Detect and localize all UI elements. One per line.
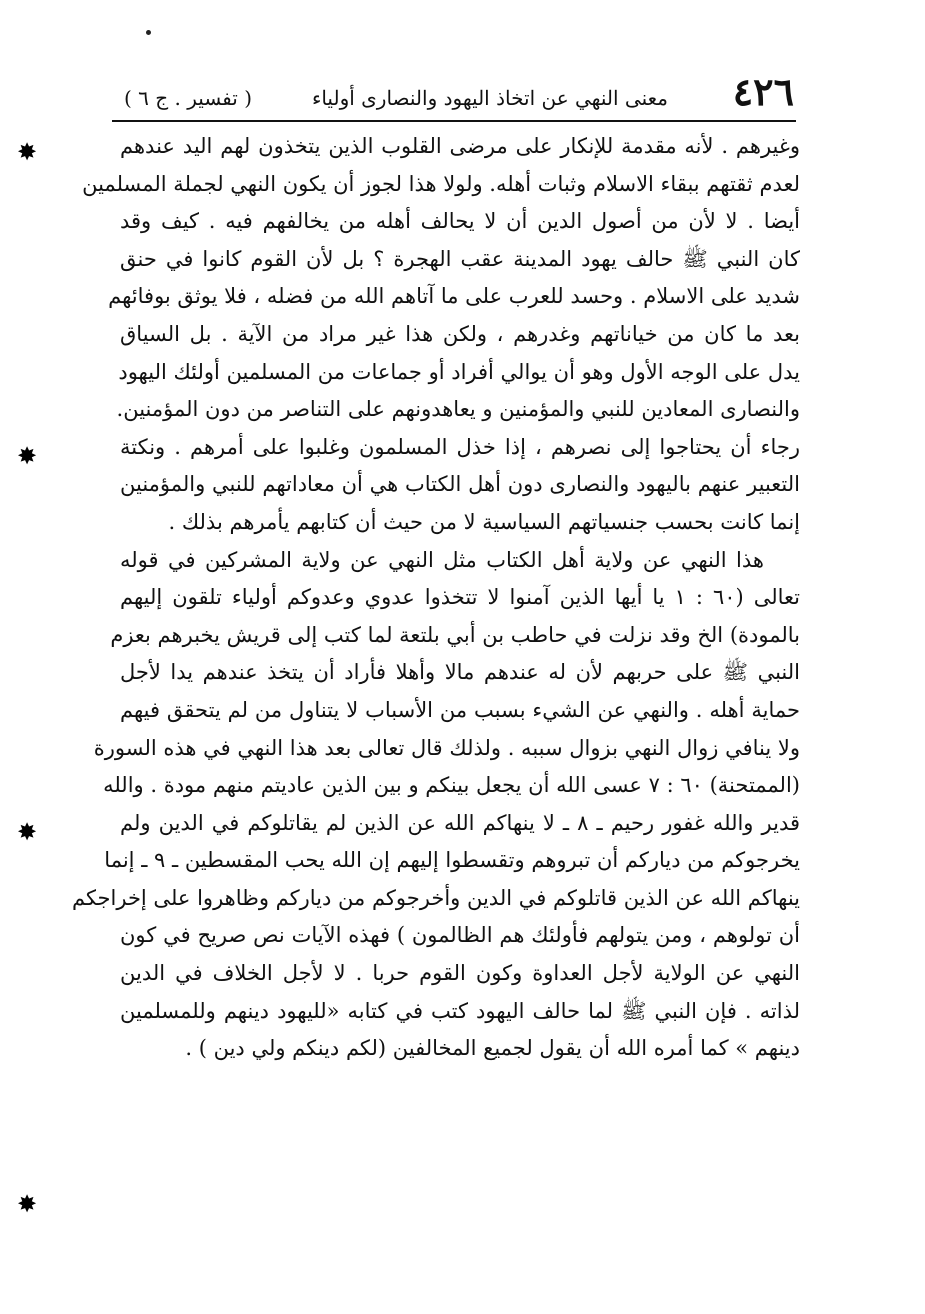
running-title: معنى النهي عن اتخاذ اليهود والنصارى أولياء: [311, 86, 668, 110]
text-line: كان النبي ﷺ حالف يهود المدينة عقب الهجرة ؟ بل لأن القوم كانوا في حنق: [120, 246, 800, 271]
text-line: تعالى (٦٠ : ١ يا أيها الذين آمنوا لا تتخذوا عدوي وعدوكم أولياء تلقون إليهم: [120, 585, 800, 610]
text-line: بعد ما كان من خياناتهم وغدرهم ، ولكن هذا غير مراد من الآية . بل السياق: [120, 321, 800, 346]
text-line: لعدم ثقتهم ببقاء الاسلام وثبات أهله. ولولا هذا لجوز أن يكون النهي لجملة المسلمين: [82, 171, 800, 196]
text-line: دينهم » كما أمره الله أن يقول لجميع المخالفين (لكم دينكم ولي دين ) .: [185, 1036, 800, 1061]
page-header: [118, 69, 794, 120]
text-line: يخرجوكم من دياركم أن تبروهم وتقسطوا إليهم إن الله يحب المقسطين ـ ٩ ـ إنما: [104, 848, 800, 873]
text-line: أيضا . لا لأن من أصول الدين أن لا يحالف أهله من يخالفهم فيه . كيف وقد: [120, 209, 800, 234]
text-line: شديد على الاسلام . وحسد للعرب على ما آتاهم الله من فضله ، فلا يوثق بوفائهم: [108, 284, 800, 309]
text-line: التعبير عنهم باليهود والنصارى دون أهل الكتاب هي أن معاداتهم للنبي والمؤمنين: [120, 472, 800, 497]
page-number: ٤٢٦: [732, 69, 794, 114]
header-rule: [112, 120, 796, 122]
text-line: إنما كانت بحسب جنسياتهم السياسية لا من حيث أن كتابهم يأمرهم بذلك .: [168, 509, 800, 534]
margin-ink-mark: ✸: [16, 818, 38, 846]
margin-ink-mark: ✸: [16, 1190, 38, 1218]
text-line: حماية أهله . والنهي عن الشيء بسبب من الأسباب لا يتناول من لم يتحقق فيهم: [120, 697, 800, 722]
text-line: رجاء أن يحتاجوا إلى نصرهم ، إذا خذل المسلمون وغلبوا على أمرهم . ونكتة: [120, 434, 800, 459]
text-line: هذا النهي عن ولاية أهل الكتاب مثل النهي عن ولاية المشركين في قوله: [120, 547, 764, 572]
running-series: ( تفسير . ج ٦ ): [124, 86, 253, 110]
margin-ink-mark: ✸: [16, 138, 38, 166]
text-line: ولا ينافي زوال النهي بزوال سببه . ولذلك قال تعالى بعد هذا النهي في هذه السورة: [93, 735, 800, 760]
text-line: أن تولوهم ، ومن يتولهم فأولئك هم الظالمون ) فهذه الآيات نص صريح في كون: [120, 923, 800, 948]
text-line: وغيرهم . لأنه مقدمة للإنكار على مرضى القلوب الذين يتخذون لهم اليد عندهم: [120, 134, 800, 158]
margin-ink-mark: ✸: [16, 442, 38, 470]
body-text: [71, 128, 801, 1068]
text-line: (الممتحنة) ٦٠ : ٧ عسى الله أن يجعل بينكم و بين الذين عاديتم منهم مودة . والله: [103, 773, 800, 798]
text-line: لذاته . فإن النبي ﷺ لما حالف اليهود كتب في كتابه «لليهود دينهم وللمسلمين: [120, 998, 800, 1023]
text-line: النبي ﷺ على حربهم لأن له عندهم مالا وأهلا فأراد أن يتخذ عندهم يدا لأجل: [120, 660, 800, 685]
text-line: والنصارى المعادين للنبي والمؤمنين و يعاهدونهم على التناصر من دون المؤمنين.: [116, 397, 800, 422]
text-line: يدل على الوجه الأول وهو أن يوالي أفراد أو جماعات من المسلمين أولئك اليهود: [118, 359, 800, 384]
text-line: النهي عن الولاية لأجل العداوة وكون القوم حربا . لا لأجل الخلاف في الدين: [120, 961, 800, 986]
text-line: ينهاكم الله عن الذين قاتلوكم في الدين وأخرجوكم من دياركم وظاهروا على إخراجكم: [71, 885, 800, 910]
stray-ink-dot: [146, 30, 151, 35]
text-line: قدير والله غفور رحيم ـ ٨ ـ لا ينهاكم الله عن الذين لم يقاتلوكم في الدين ولم: [120, 810, 801, 835]
text-line: بالمودة) الخ وقد نزلت في حاطب بن أبي بلتعة لما كتب إلى قريش يخبرهم بعزم: [110, 622, 800, 647]
